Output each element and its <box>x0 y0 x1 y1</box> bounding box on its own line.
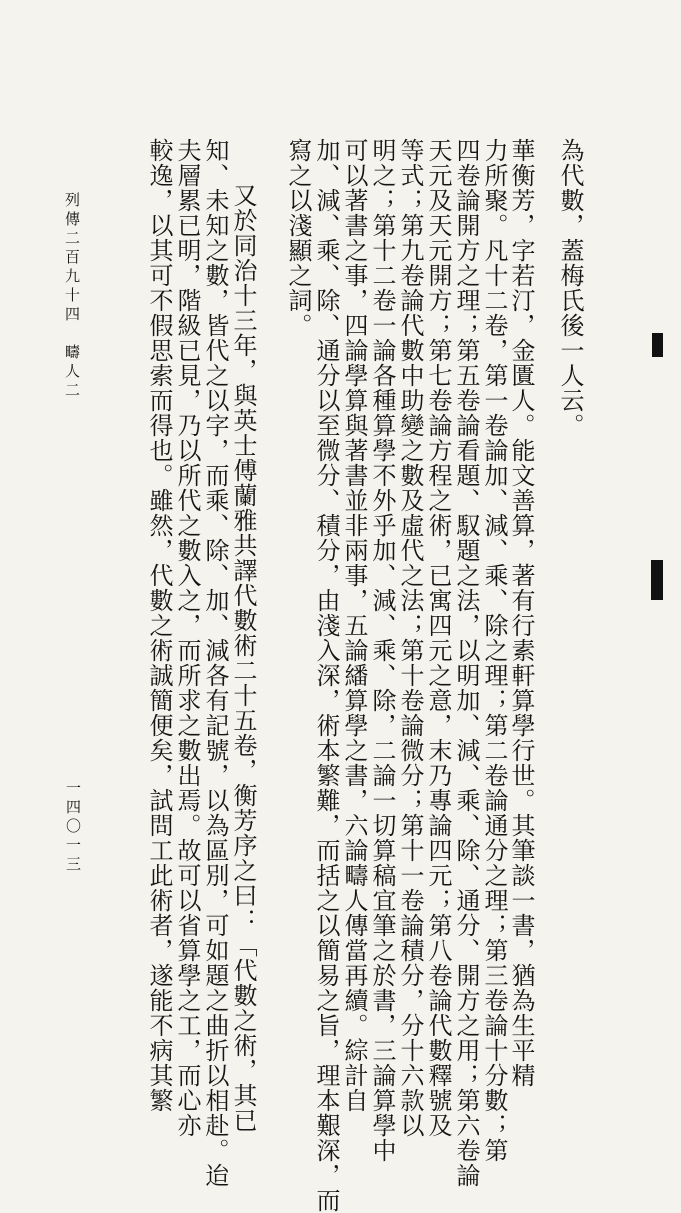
text-column: 可以著書之事，四論學算與著書並非兩事，五論繙算學之書，六論疇人傳當再續。綜計自 <box>340 138 368 1113</box>
text-column: 較逸，以其可不假思索而得也。雖然，代數之術誠簡便矣，試問工此術者，遂能不病其繁 <box>145 138 173 1113</box>
text-column: 加、減、乘、除、通分以至微分、積分，由淺入深，術本繁難，而括之以簡易之旨，理本艱深，而 <box>312 138 340 1213</box>
edge-mark-bottom <box>651 560 663 600</box>
edge-mark-top <box>652 333 663 357</box>
text-column: 四卷論開方之理；第五卷論看題、馭題之法，以明加、減、乘、除、通分、開方之用；第六卷論 <box>452 138 480 1188</box>
text-column: 天元及天元開方；第七卷論方程之術，已寓四元之意，末乃專論四元；第八卷論代數釋號及 <box>424 138 452 1138</box>
text-column: 夫層累已明，階級已見，乃以所代之數入之，而所求之數出焉。故可以省算學之工，而心亦 <box>173 138 201 1138</box>
chapter-header: 列傳二百九十四 疇人二 <box>63 192 81 401</box>
text-column: 為代數，蓋梅氏後一人云。 <box>556 138 584 438</box>
page-number: 一四〇一三 <box>64 780 82 875</box>
text-column: 力所聚。凡十二卷，第一卷論加、減、乘、除之理；第二卷論通分之理；第三卷論十分數；第 <box>480 138 508 1163</box>
text-column: 知、未知之數，皆代之以字，而乘、除、加、減各有記號，以為區別，可如題之曲折以相赴。迨 <box>201 138 229 1188</box>
text-column: 華衡芳，字若汀，金匱人。能文善算，著有行素軒算學行世。其筆談一書，猶為生平精 <box>507 138 535 1088</box>
text-column: 又於同治十三年，與英士傅蘭雅共譯代數術二十五卷，衡芳序之曰：「代數之術，其已 <box>229 183 257 1133</box>
text-column: 寫之以淺顯之詞。 <box>284 138 312 338</box>
text-column: 明之；第十二卷一論各種算學不外乎加、減、乘、除，二論一切算稿宜筆之於書，三論算學中 <box>368 138 396 1163</box>
text-column: 等式；第九卷論代數中助變之數及虛代之法；第十卷論微分；第十一卷論積分，分十六款以 <box>396 138 424 1138</box>
